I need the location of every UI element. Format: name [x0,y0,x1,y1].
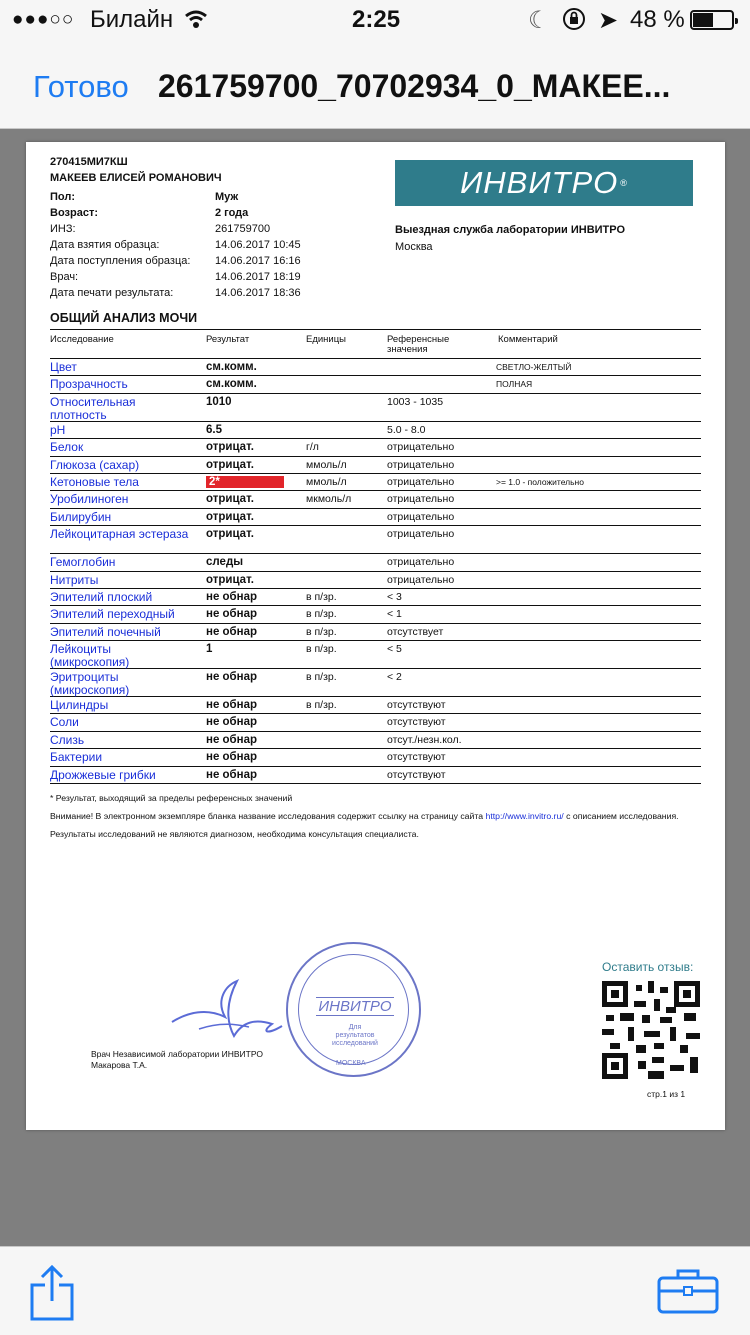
patient-info-row [50,253,330,269]
table-row [50,554,701,571]
doctor-title: Врач Независимой лаборатории ИНВИТРО [91,1049,263,1059]
test-units: в п/зр. [306,590,337,603]
test-result: отрицат. [206,528,254,541]
test-comment: >= 1.0 - положительно [496,476,584,487]
location-icon: ➤ [598,7,619,34]
test-result: 1 [206,643,213,656]
laboratory-stamp [286,942,421,1077]
table-row [50,422,701,439]
test-units: ммоль/л [306,475,347,488]
test-name-link[interactable]: Эпителий переходный [50,607,175,622]
registered-mark: ® [620,178,628,188]
table-row [50,526,701,554]
table-body [50,359,701,784]
test-reference: отрицательно [387,573,455,586]
test-name-link[interactable]: Цвет [50,360,77,374]
feedback-qr-code[interactable] [602,981,700,1079]
test-result [206,476,284,488]
doctor-signature [164,974,294,1046]
service-name: Выездная служба лаборатории ИНВИТРО [395,224,626,236]
toolbox-icon[interactable] [656,1267,720,1315]
test-reference: отрицательно [387,441,455,454]
header-reference: Референсные значения [387,334,450,355]
table-row [50,491,701,508]
table-row [50,669,701,697]
patient-info-value: 14.06.2017 18:36 [215,287,301,299]
table-row [50,606,701,623]
test-result: 1010 [206,395,232,408]
test-result: см.комм. [206,378,257,391]
table-row [50,589,701,606]
test-reference: отсут./незн.кол. [387,733,462,746]
note-link-after: с описанием исследования. [563,811,679,821]
test-result: не обнар [206,733,258,746]
test-name-link[interactable]: Относительная плотность [50,394,136,422]
test-result: не обнар [206,671,258,684]
wifi-icon [184,8,208,36]
test-result: не обнар [206,699,258,712]
table-row [50,457,701,474]
test-name-link[interactable]: Эпителий плоский [50,589,153,604]
test-result: не обнар [206,590,258,603]
done-button[interactable]: Готово [33,69,129,104]
test-result: не обнар [206,768,258,781]
header-result: Результат [206,334,250,345]
patient-info-row [50,269,330,285]
do-not-disturb-icon: ☾ [528,7,550,34]
header-test: Исследование [50,334,114,345]
test-result: не обнар [206,751,258,764]
patient-info-value: Муж [215,191,239,203]
page-number: стр.1 из 1 [647,1089,686,1099]
table-row [50,732,701,749]
bottom-toolbar [0,1246,750,1335]
logo-text: ИНВИТРО [460,165,619,200]
test-name-link[interactable]: Бактерии [50,750,103,765]
test-name-link[interactable]: Соли [50,715,79,730]
test-name-link[interactable]: Билирубин [50,509,112,524]
header-units: Единицы [306,334,347,345]
test-reference: отрицательно [387,475,455,488]
invitro-logo [395,160,693,206]
test-units: в п/зр. [306,608,337,621]
lab-report-page [26,142,725,1130]
carrier-name: Билайн [90,6,174,33]
document-title: 261759700_70702934_0_МАКЕЕ... [158,68,671,104]
doctor-name: Макарова Т.А. [91,1060,148,1070]
test-name-link[interactable]: Лейкоцитарная эстераза [50,527,189,542]
test-result: не обнар [206,608,258,621]
test-reference: отсутствуют [387,768,446,781]
table-row [50,697,701,714]
patient-info-label: Дата взятия образца: [50,239,160,251]
test-reference: отрицательно [387,528,455,541]
patient-info-label: Пол: [50,191,76,203]
table-row [50,749,701,766]
patient-id: 270415МИ7КШ [50,156,128,168]
note-out-of-range: * Результат, выходящий за пределы референсных значений [50,793,293,803]
signal-strength: ●●●○○ [12,9,75,30]
test-result: отрицат. [206,510,254,523]
service-city: Москва [395,241,433,253]
note-link [50,811,700,822]
table-row [50,474,701,491]
test-reference: 5.0 - 8.0 [387,423,426,436]
invitro-link[interactable]: http://www.invitro.ru/ [485,811,564,821]
test-name-link[interactable]: Прозрачность [50,377,128,392]
patient-info-label: ИНЗ: [50,223,76,235]
report-notes [50,793,700,847]
patient-info-row [50,189,330,205]
patient-info-value: 14.06.2017 18:19 [215,271,301,283]
test-name-link[interactable]: Кетоновые тела [50,474,139,489]
test-name-link[interactable]: Нитриты [50,572,99,587]
patient-name: МАКЕЕВ ЕЛИСЕЙ РОМАНОВИЧ [50,172,222,184]
stamp-city: МОСКВА [336,1060,366,1067]
table-row [50,572,701,589]
test-name-link[interactable]: Эритроциты (микроскопия) [50,670,130,698]
test-result: см.комм. [206,361,257,373]
stamp-brand: ИНВИТРО [316,997,394,1016]
test-reference: < 1 [387,608,402,621]
table-row [50,767,701,784]
test-name-link[interactable]: Гемоглобин [50,555,116,570]
patient-info-value: 261759700 [215,223,271,235]
test-reference: отсутствуют [387,716,446,729]
test-name-link[interactable]: Эпителий почечный [50,624,161,639]
test-reference: отсутствуют [387,699,446,712]
test-reference: отрицательно [387,458,455,471]
results-table [50,329,701,784]
test-name-link[interactable]: Уробилиноген [50,492,129,507]
patient-info-value: 14.06.2017 10:45 [215,239,301,251]
test-name-link[interactable]: Слизь [50,732,85,747]
table-row [50,509,701,526]
battery-icon [690,10,734,30]
test-reference: отрицательно [387,510,455,523]
table-row [50,439,701,456]
test-name-link[interactable]: Глюкоза (сахар) [50,457,140,472]
patient-info-label: Возраст: [50,207,98,219]
test-result: 6.5 [206,423,222,436]
test-result: следы [206,556,244,569]
table-row [50,624,701,641]
top-bars [0,0,750,129]
analysis-title: ОБЩИЙ АНАЛИЗ МОЧИ [50,311,198,325]
test-result: отрицат. [206,441,254,454]
table-row [50,641,701,669]
test-name-link[interactable]: Цилиндры [50,698,109,713]
test-reference: отрицательно [387,556,455,569]
battery-percentage: 48 % [630,6,685,33]
share-icon[interactable] [28,1263,76,1321]
patient-info-row [50,221,330,237]
test-reference: < 2 [387,671,402,684]
test-units: ммоль/л [306,458,347,471]
table-row [50,359,701,376]
test-name-link[interactable]: Лейкоциты (микроскопия) [50,642,130,670]
table-row [50,714,701,731]
test-reference: < 3 [387,590,402,603]
test-name-link[interactable]: Белок [50,440,84,455]
table-row [50,376,701,393]
test-units: мкмоль/л [306,493,352,506]
test-reference: < 5 [387,643,402,656]
test-units: в п/зр. [306,671,337,684]
rotation-lock-icon [562,7,586,38]
test-comment: СВЕТЛО-ЖЕЛТЫЙ [496,362,572,372]
test-name-link[interactable]: pH [50,422,66,437]
clock: 2:25 [352,6,401,33]
test-reference: 1003 - 1035 [387,395,444,408]
test-reference: отсутствует [387,625,444,638]
test-result: не обнар [206,716,258,729]
stamp-subtitle: Для результатов исследований [332,1024,378,1047]
patient-info-value: 14.06.2017 16:16 [215,255,301,267]
test-name-link[interactable]: Дрожжевые грибки [50,767,156,782]
doctor-block [91,1049,263,1071]
patient-info [50,189,330,301]
test-units: в п/зр. [306,643,337,656]
test-reference: отрицательно [387,493,455,506]
patient-info-label: Дата поступления образца: [50,255,191,267]
test-result: отрицат. [206,458,254,471]
table-row [50,394,701,422]
test-result: не обнар [206,625,258,638]
test-units: в п/зр. [306,699,337,712]
patient-info-row [50,237,330,253]
status-bar [0,0,750,40]
test-result: отрицат. [206,493,254,506]
navigation-bar [0,62,750,112]
feedback-label: Оставить отзыв: [602,960,694,974]
patient-info-value: 2 года [215,207,249,219]
test-result: отрицат. [206,573,254,586]
table-header [50,330,701,359]
note-diagnosis: Результаты исследований не являются диагнозом, необходима консультация специалиста. [50,829,419,839]
test-units: в п/зр. [306,625,337,638]
out-of-range-result: 2* [206,476,284,488]
test-reference: отсутствуют [387,751,446,764]
patient-info-row [50,205,330,221]
test-comment: ПОЛНАЯ [496,379,533,390]
header-comment: Комментарий [498,334,558,345]
patient-info-label: Врач: [50,271,79,283]
note-link-before: Внимание! В электронном экземпляре бланка название исследования содержит ссылку на страницу сайта [50,811,486,821]
patient-info-label: Дата печати результата: [50,287,174,299]
patient-info-row [50,285,330,301]
test-units: г/л [306,441,319,454]
